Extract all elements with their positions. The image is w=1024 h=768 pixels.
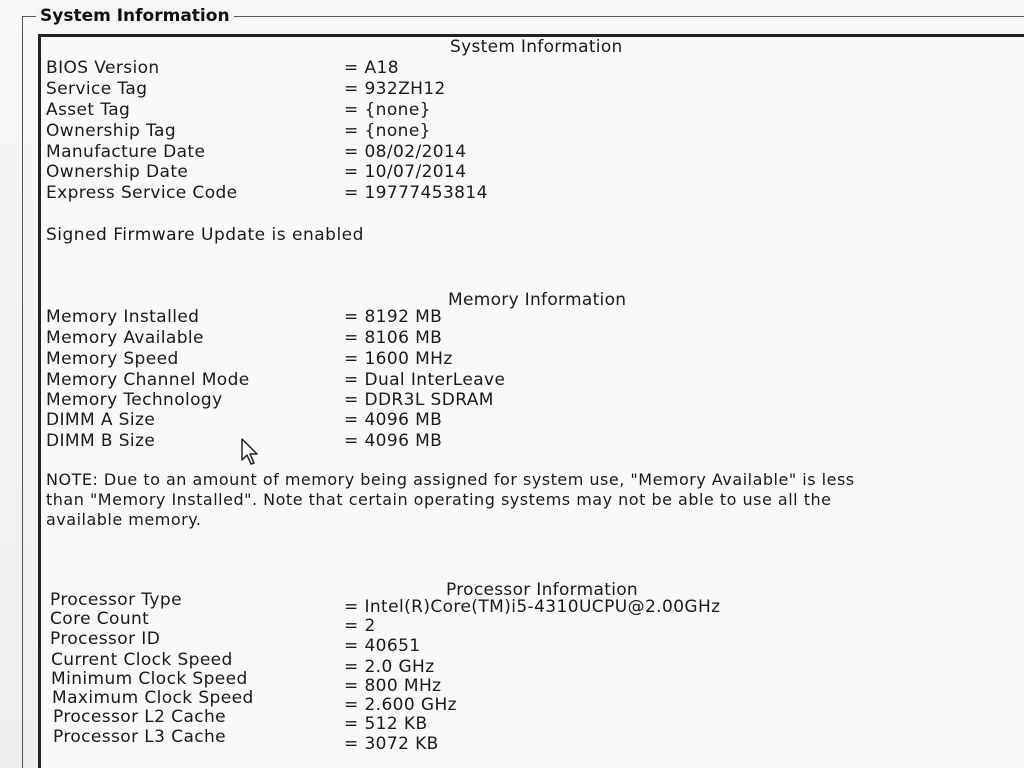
processor-l3-cache-row	[46, 727, 1006, 754]
row-value: = 2	[344, 616, 376, 636]
row-label: Processor ID	[50, 629, 161, 649]
row-label: Ownership Date	[46, 162, 189, 182]
row-label: Core Count	[50, 609, 150, 629]
memory-speed-row	[46, 349, 1006, 369]
memory-available-row	[46, 328, 1006, 348]
row-value: = DDR3L SDRAM	[344, 390, 494, 410]
group-title: System Information	[36, 5, 234, 27]
memory-technology-row	[46, 390, 1006, 410]
row-label: Memory Speed	[46, 349, 179, 369]
core-count-row	[46, 609, 1006, 636]
row-label: Maximum Clock Speed	[52, 688, 254, 708]
row-label: DIMM B Size	[46, 431, 156, 451]
row-label: Service Tag	[46, 79, 148, 99]
processor-type-row	[46, 590, 1006, 617]
row-value: = 800 MHz	[344, 676, 442, 696]
minimum-clock-speed-row	[46, 669, 1006, 696]
row-value: = 4096 MB	[344, 410, 443, 430]
processor-id-row	[46, 629, 1006, 656]
row-label: BIOS Version	[46, 58, 160, 78]
row-label: Manufacture Date	[46, 142, 206, 162]
row-label: Ownership Tag	[46, 121, 177, 141]
row-value: = 8106 MB	[344, 328, 443, 348]
memory-channel-mode-row	[46, 370, 1006, 390]
ownership-date-row	[46, 162, 1006, 182]
firmware-note: Signed Firmware Update is enabled	[46, 225, 364, 245]
row-label: Minimum Clock Speed	[51, 669, 248, 689]
row-value: = Dual InterLeave	[344, 370, 506, 390]
row-value: = 8192 MB	[344, 307, 443, 327]
row-value: = {none}	[344, 100, 431, 120]
row-label: Processor Type	[50, 590, 182, 610]
row-value: = Intel(R)Core(TM)i5-4310UCPU@2.00GHz	[344, 597, 721, 617]
row-value: = A18	[344, 58, 399, 78]
ownership-tag-row	[46, 121, 1006, 141]
group-border-left	[22, 16, 23, 768]
processor-section-title: Processor Information	[446, 580, 638, 600]
memory-installed-row	[46, 307, 1006, 327]
dimm-a-size-row	[46, 410, 1006, 430]
processor-l2-cache-row	[46, 707, 1006, 734]
maximum-clock-speed-row	[46, 688, 1006, 715]
row-label: Memory Available	[46, 328, 204, 348]
bios-version-row	[46, 58, 1006, 78]
row-value: = 4096 MB	[344, 431, 443, 451]
row-label: Memory Technology	[46, 390, 223, 410]
express-service-code-row	[46, 183, 1006, 203]
asset-tag-row	[46, 100, 1006, 120]
current-clock-speed-row	[46, 650, 1006, 677]
memory-section-title: Memory Information	[448, 290, 627, 310]
row-value: = 3072 KB	[344, 734, 439, 754]
memory-note-line-1: NOTE: Due to an amount of memory being assigned for system use, "Memory Available" is less	[46, 470, 855, 489]
memory-note-line-2: than "Memory Installed". Note that certain operating systems may not be able to use all the	[46, 490, 832, 509]
row-value: = 2.600 GHz	[344, 695, 457, 715]
row-value: = 19777453814	[344, 183, 488, 203]
row-label: Current Clock Speed	[51, 650, 233, 670]
mouse-cursor-icon	[240, 438, 262, 466]
row-label: Processor L3 Cache	[53, 727, 227, 747]
dimm-b-size-row	[46, 431, 1006, 451]
row-value: = 1600 MHz	[344, 349, 453, 369]
row-label: Memory Installed	[46, 307, 200, 327]
service-tag-row	[46, 79, 1006, 99]
row-value: = 10/07/2014	[344, 162, 467, 182]
row-label: Asset Tag	[46, 100, 131, 120]
row-value: = 932ZH12	[344, 79, 446, 99]
row-label: Express Service Code	[46, 183, 238, 203]
row-value: = 2.0 GHz	[344, 657, 435, 677]
row-value: = 08/02/2014	[344, 142, 467, 162]
memory-note-line-3: available memory.	[46, 510, 202, 529]
row-label: Processor L2 Cache	[53, 707, 227, 727]
system-section-title: System Information	[450, 37, 623, 57]
row-value: = 512 KB	[344, 714, 428, 734]
row-value: = {none}	[344, 121, 431, 141]
manufacture-date-row	[46, 142, 1006, 162]
row-value: = 40651	[344, 636, 421, 656]
row-label: DIMM A Size	[46, 410, 156, 430]
row-label: Memory Channel Mode	[46, 370, 250, 390]
